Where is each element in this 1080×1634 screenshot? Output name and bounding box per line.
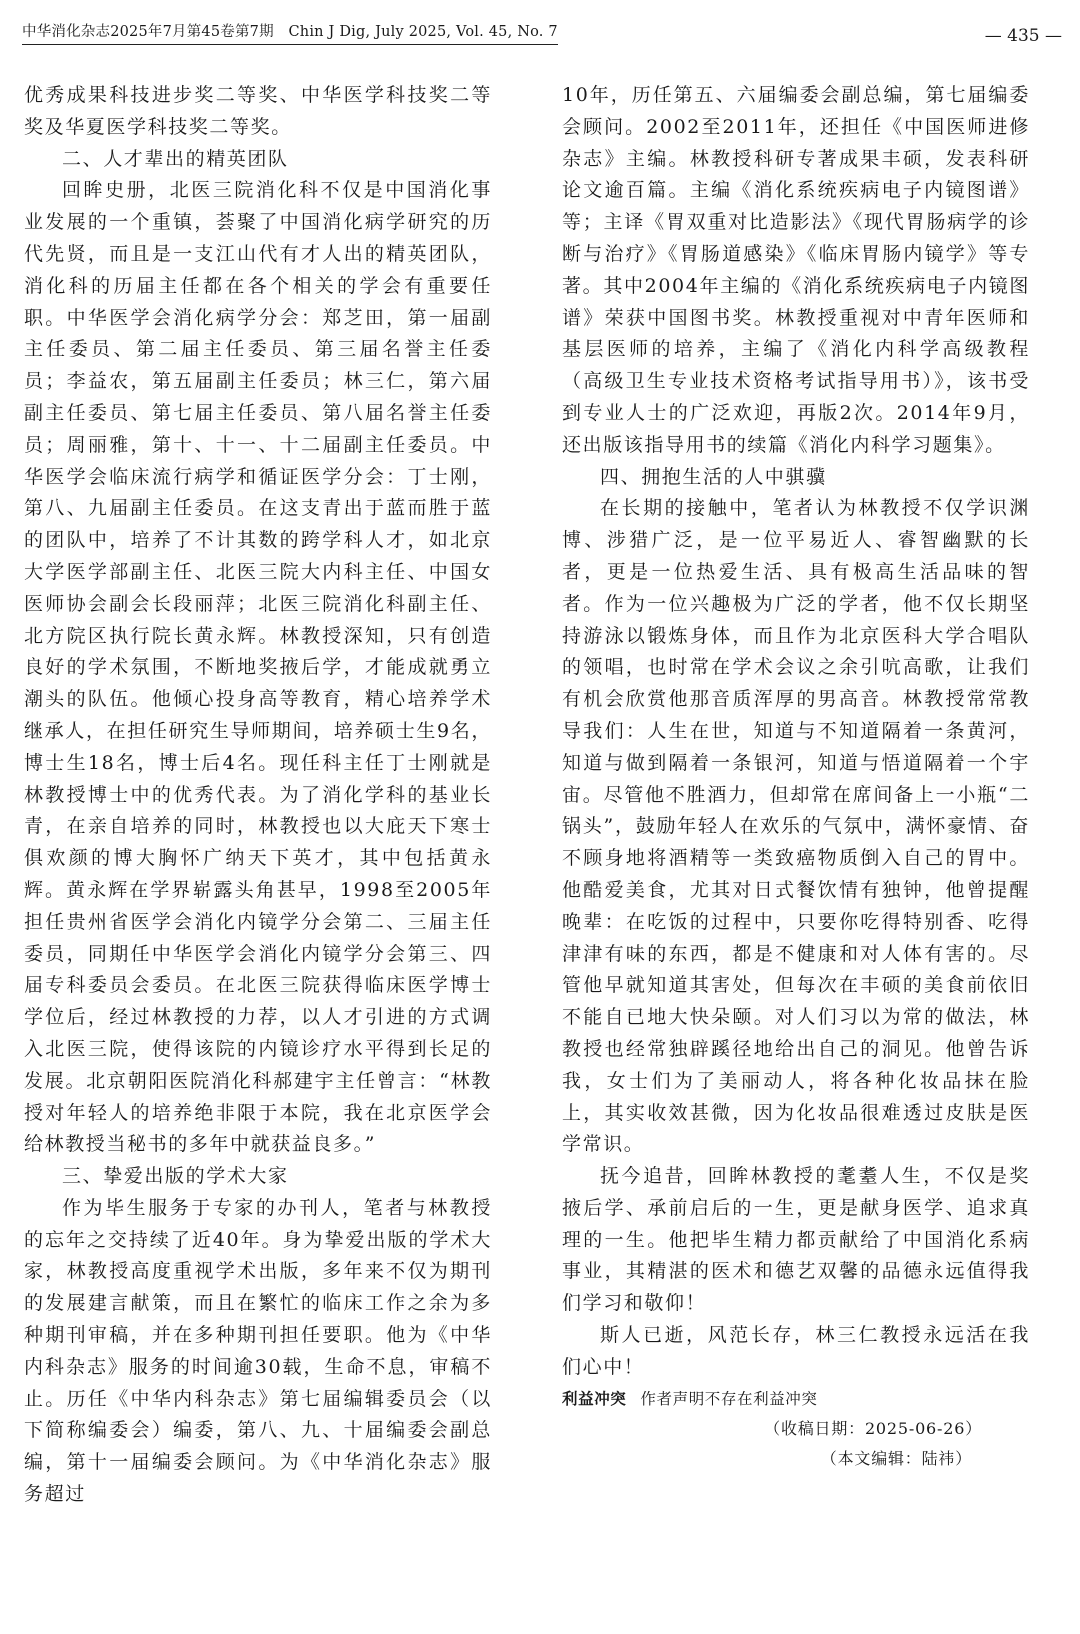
paragraph-tribute: 抚今追昔，回眸林教授的耄耋人生，不仅是奖掖后学、承前启后的一生，更是献身医学、追求真理的一生。他把毕生精力都贡献给了中国消化系病事业，其精湛的医术和德艺双馨的品德永远值得我们学习和敬仰！: [562, 1165, 1030, 1315]
paragraph-publishing: 作为毕生服务于专家的办刊人，笔者与林教授的忘年之交持续了近40年。身为挚爱出版的学术大家，林教授高度重视学术出版，多年来不仅为期刊的发展建言献策，而且在繁忙的临床工作之余为多种期刊审稿，并在多种期刊担任要职。他为《中华内科杂志》服务的时间逾30载，生命不息，审稿不止。历任《中华内科杂志》第七届编辑委员会（以下简称编委会）编委，第八、九、十届编委会副总编，第十一届编委会顾问。为《中华消化杂志》服务超过: [24, 1196, 492, 1506]
conflict-of-interest: [562, 1384, 1030, 1414]
conflict-text: 作者声明不存在利益冲突: [640, 1389, 818, 1408]
article-editor: （本文编辑：陆祎）: [820, 1448, 972, 1468]
page-number: — 435 —: [984, 26, 1062, 46]
page-header: [22, 0, 1062, 46]
section-heading-elite-team: 二、人才辈出的精英团队: [62, 147, 289, 170]
section-heading-life: 四、拥抱生活的人中骐骥: [600, 465, 827, 488]
paragraph-life: 在长期的接触中，笔者认为林教授不仅学识渊博、涉猎广泛，是一位平易近人、睿智幽默的长者，更是一位热爱生活、具有极高生活品味的智者。作为一位兴趣极为广泛的学者，他不仅长期坚持游泳以锻炼身体，而且作为北京医科大学合唱队的领唱，也时常在学术会议之余引吭高歌，让我们有机会欣赏他那音质浑厚的男高音。林教授常常教导我们：人生在世，知道与不知道隔着一条黄河，知道与做到隔着一条银河，知道与悟道隔着一个宇宙。尽管他不胜酒力，但却常在席间备上一小瓶“二锅头”，鼓励年轻人在欢乐的气氛中，满怀豪情、奋不顾身地将酒精等一类致癌物质倒入自己的胃中。他酷爱美食，尤其对日式餐饮情有独钟，他曾提醒晚辈：在吃饭的过程中，只要你吃得特别香、吃得津津有味的东西，都是不健康和对人体有害的。尽管他早就知道其害处，但每次在丰硕的美食前依旧不能自已地大快朵颐。对人们习以为常的做法，林教授也经常独辟蹊径地给出自己的洞见。他曾告诉我，女士们为了美丽动人，将各种化妆品抹在脸上，其实收效甚微，因为化妆品很难透过皮肤是医学常识。: [562, 497, 1030, 1156]
section-heading-publishing: 三、挚爱出版的学术大家: [62, 1165, 289, 1188]
paragraph-memorial: 斯人已逝，风范长存，林三仁教授永远活在我们心中！: [562, 1324, 1030, 1378]
paragraph-publishing-continued: 10年，历任第五、六届编委会副总编，第七届编委会顾问。2002至2011年，还担任《中国医师进修杂志》主编。林教授科研专著成果丰硕，发表科研论文逾百篇。主编《消化系统疾病电子内镜图谱》等；主译《胃双重对比造影法》《现代胃肠病学的诊断与治疗》《胃肠道感染》《临床胃肠内镜学》等专著。其中2004年主编的《消化系统疾病电子内镜图谱》荣获中国图书奖。林教授重视对中青年医师和基层医师的培养，主编了《消化内科学高级教程（高级卫生专业技术资格考试指导用书）》，该书受到专业人士的广泛欢迎，再版2次。2014年9月，还出版该指导用书的续篇《消化内科学习题集》。: [562, 84, 1030, 456]
received-date: （收稿日期：2025-06-26）: [764, 1418, 982, 1438]
paragraph-elite-team: 回眸史册，北医三院消化科不仅是中国消化事业发展的一个重镇，荟聚了中国消化病学研究的历代先贤，而且是一支江山代有才人出的精英团队，消化科的历届主任都在各个相关的学会有重要任职。中华医学会消化病学分会：郑芝田，第一届副主任委员、第二届主任委员、第三届名誉主任委员；李益农，第五届副主任委员；林三仁，第六届副主任委员、第七届主任委员、第八届名誉主任委员；周丽雅，第十、十一、十二届副主任委员。中华医学会临床流行病学和循证医学分会：丁士刚，第八、九届副主任委员。在这支青出于蓝而胜于蓝的团队中，培养了不计其数的跨学科人才，如北京大学医学部副主任、北医三院大内科主任、中国女医师协会副会长段丽萍；北医三院消化科副主任、北方院区执行院长黄永辉。林教授深知，只有创造良好的学术氛围，不断地奖掖后学，才能成就勇立潮头的队伍。他倾心投身高等教育，精心培养学术继承人，在担任研究生导师期间，培养硕士生9名，博士生18名，博士后4名。现任科主任丁士刚就是林教授博士中的优秀代表。为了消化学科的基业长青，在亲自培养的同时，林教授也以大庇天下寒士俱欢颜的博大胸怀广纳天下英才，其中包括黄永辉。黄永辉在学界崭露头角甚早，1998至2005年担任贵州省医学会消化内镜学分会第二、三届主任委员，同期任中华医学会消化内镜学分会第三、四届专科委员会委员。在北医三院获得临床医学博士学位后，经过林教授的力荐，以人才引进的方式调入北医三院，使得该院的内镜诊疗水平得到长足的发展。北京朝阳医院消化科郝建宇主任曾言：“林教授对年轻人的培养绝非限于本院，我在北京医学会给林教授当秘书的多年中就获益良多。”: [24, 179, 492, 1156]
left-column: [24, 80, 492, 1511]
right-column: [562, 80, 1030, 1474]
paragraph-awards-continued: 优秀成果科技进步奖二等奖、中华医学科技奖二等奖及华夏医学科技奖二等奖。: [24, 84, 492, 138]
journal-running-head: 中华消化杂志2025年7月第45卷第7期 Chin J Dig, July 2025, Vol. 45, No. 7: [22, 20, 558, 45]
conflict-label: 利益冲突: [562, 1389, 627, 1408]
